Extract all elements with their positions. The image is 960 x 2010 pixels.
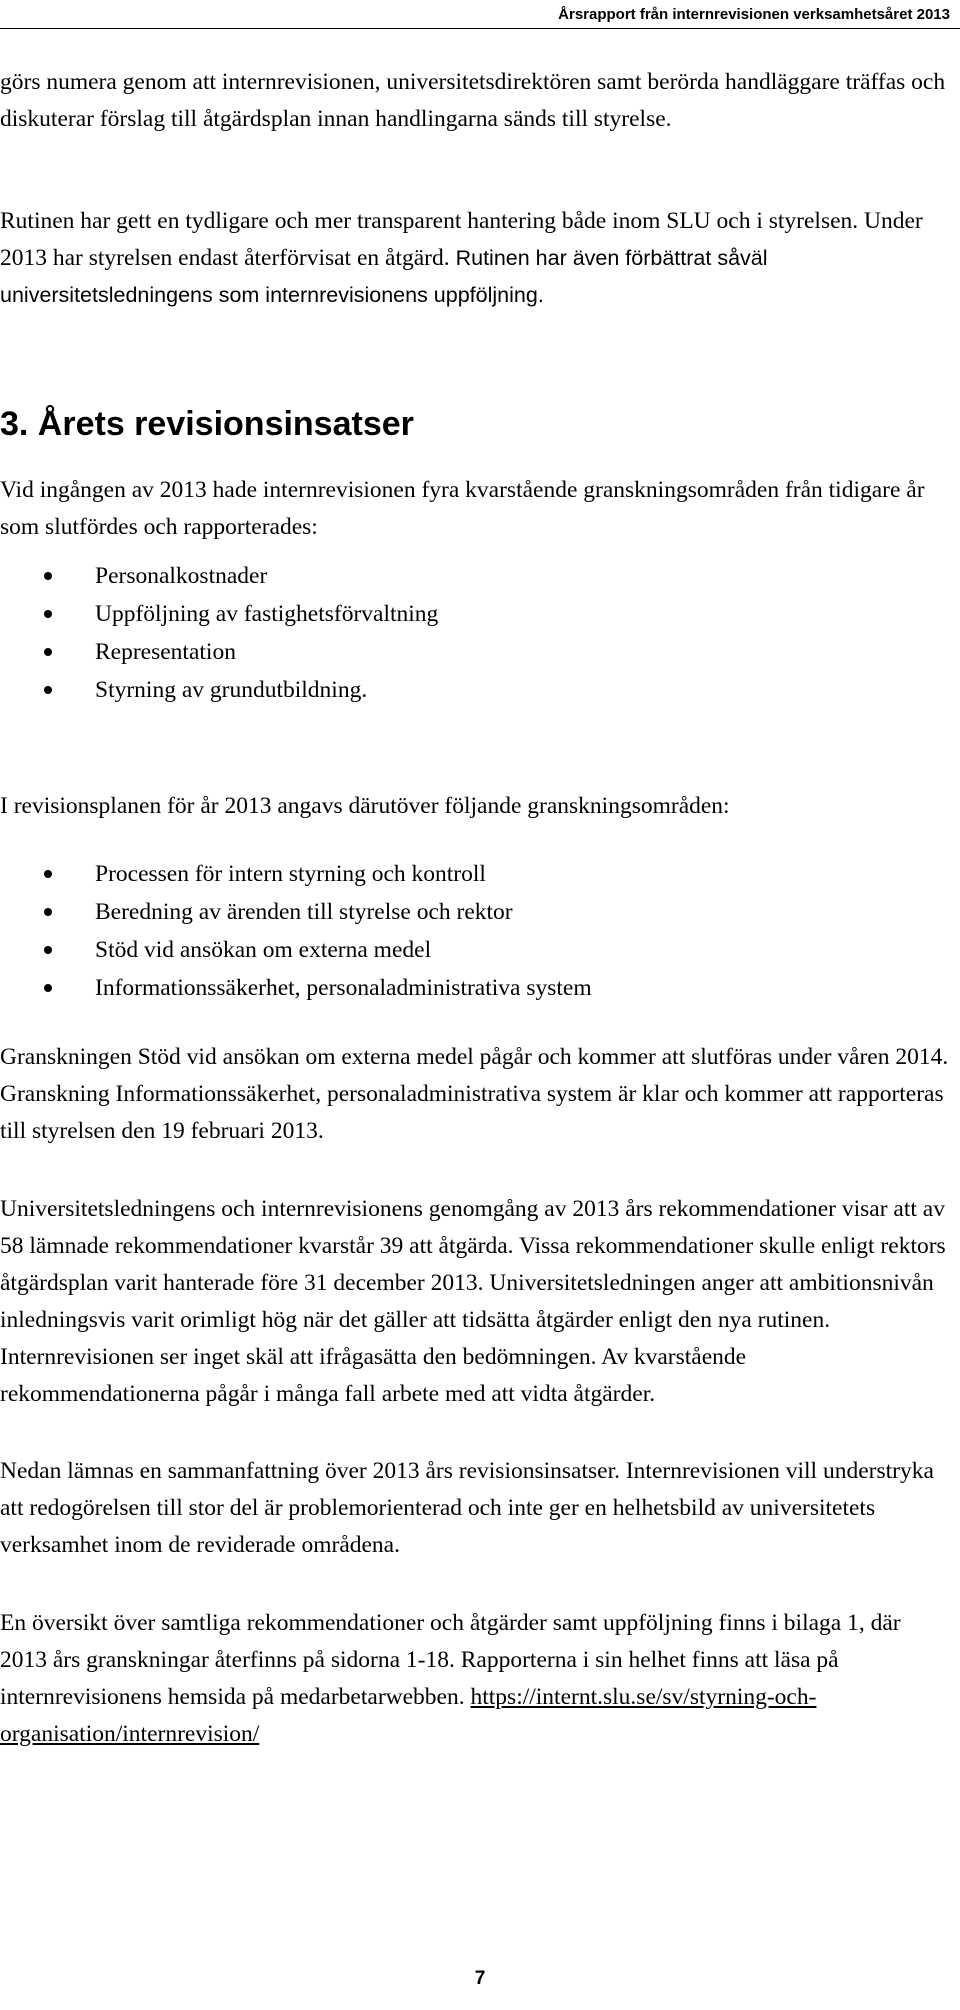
- list-item: [0, 557, 950, 595]
- paragraph-overview: [0, 1605, 950, 1753]
- paragraph-recommendations: Universitetsledningens och internrevisionens genomgång av 2013 års rekommendationer visar att av 58 lämnade rekommendationer kvarstår 39 att åtgärda. Vissa rekommendationer skulle enligt rektors åtgärdsplan varit hanterade före 31 december 2013. Universitetsledningen anger att ambitionsnivån inledningsvis varit orimligt hög när det gäller att tidsätta åtgärder enligt den nya rutinen. Internrevisionen ser inget skäl att ifrågasätta den bedömningen. Av kvarstående rekommendationerna pågår i många fall arbete med att vidta åtgärder.: [0, 1196, 946, 1407]
- list-item: [0, 969, 950, 1007]
- internrevision-link[interactable]: https://internt.slu.se/sv/styrning-och-organisation/internrevision/: [0, 1684, 817, 1747]
- list-item-text: Styrning av grundutbildning.: [95, 677, 368, 703]
- paragraph-routine-effect-part2: Rutinen har även förbättrat såväl universitetsledningens som internrevisionens uppföljning.: [0, 246, 768, 307]
- bullet-icon: [44, 686, 52, 694]
- list-item: [0, 893, 950, 931]
- list-item-text: Beredning av ärenden till styrelse och rektor: [95, 899, 513, 925]
- bullet-icon: [44, 572, 52, 580]
- bullet-icon: [44, 908, 52, 916]
- running-header: Årsrapport från internrevisionen verksamhetsåret 2013: [558, 6, 950, 23]
- list-item: [0, 931, 950, 969]
- list-item-text: Uppföljning av fastighetsförvaltning: [95, 601, 439, 627]
- remaining-areas-list: [0, 557, 950, 709]
- bullet-icon: [44, 610, 52, 618]
- paragraph-routine-effect-part1: Rutinen har gett en tydligare och mer transparent hantering både inom SLU och i styrelsen. Under 2013 har styrelsen endast återförvisat en åtgärd.: [0, 208, 923, 271]
- list-item-text: Stöd vid ansökan om externa medel: [95, 937, 432, 963]
- planned-areas-list: [0, 855, 950, 1007]
- paragraph-review-status: Granskningen Stöd vid ansökan om externa medel pågår och kommer att slutföras under våren 2014. Granskning Informationssäkerhet, personaladministrativa system är klar och kommer att rapporteras till styrelsen den 19 februari 2013.: [0, 1044, 949, 1144]
- paragraph-revision-plan: I revisionsplanen för år 2013 angavs därutöver följande granskningsområden:: [0, 793, 730, 819]
- paragraph-remaining-areas: Vid ingången av 2013 hade internrevisionen fyra kvarstående granskningsområden från tidigare år som slutfördes och rapporterades:: [0, 477, 925, 540]
- page-number: 7: [474, 1968, 486, 1989]
- list-item: [0, 633, 950, 671]
- bullet-icon: [44, 648, 52, 656]
- list-item-text: Representation: [95, 639, 236, 665]
- bullet-icon: [44, 870, 52, 878]
- section-heading: 3. Årets revisionsinsatser: [0, 405, 414, 443]
- list-item-text: Informationssäkerhet, personaladministrativa system: [95, 975, 592, 1001]
- list-item: [0, 671, 950, 709]
- header-rule: [0, 28, 960, 29]
- bullet-icon: [44, 984, 52, 992]
- bullet-icon: [44, 946, 52, 954]
- list-item: [0, 595, 950, 633]
- paragraph-routine-effect: [0, 203, 950, 314]
- overview-text: En översikt över samtliga rekommendationer och åtgärder samt uppföljning finns i bilaga 1, där 2013 års granskningar återfinns på sidorna 1-18. Rapporterna i sin helhet finns att läsa på internrevisionens hemsida på medarbetarwebben.: [0, 1610, 901, 1710]
- list-item: [0, 855, 950, 893]
- paragraph-routine-intro: görs numera genom att internrevisionen, universitetsdirektören samt berörda handläggare träffas och diskuterar förslag till åtgärdsplan innan handlingarna sänds till styrelse.: [0, 69, 946, 132]
- list-item-text: Processen för intern styrning och kontroll: [95, 861, 486, 887]
- paragraph-summary: Nedan lämnas en sammanfattning över 2013 års revisionsinsatser. Internrevisionen vill understryka att redogörelsen till stor del är problemorienterad och inte ger en helhetsbild av universitetets verksamhet inom de reviderade områdena.: [0, 1458, 934, 1558]
- list-item-text: Personalkostnader: [95, 563, 268, 589]
